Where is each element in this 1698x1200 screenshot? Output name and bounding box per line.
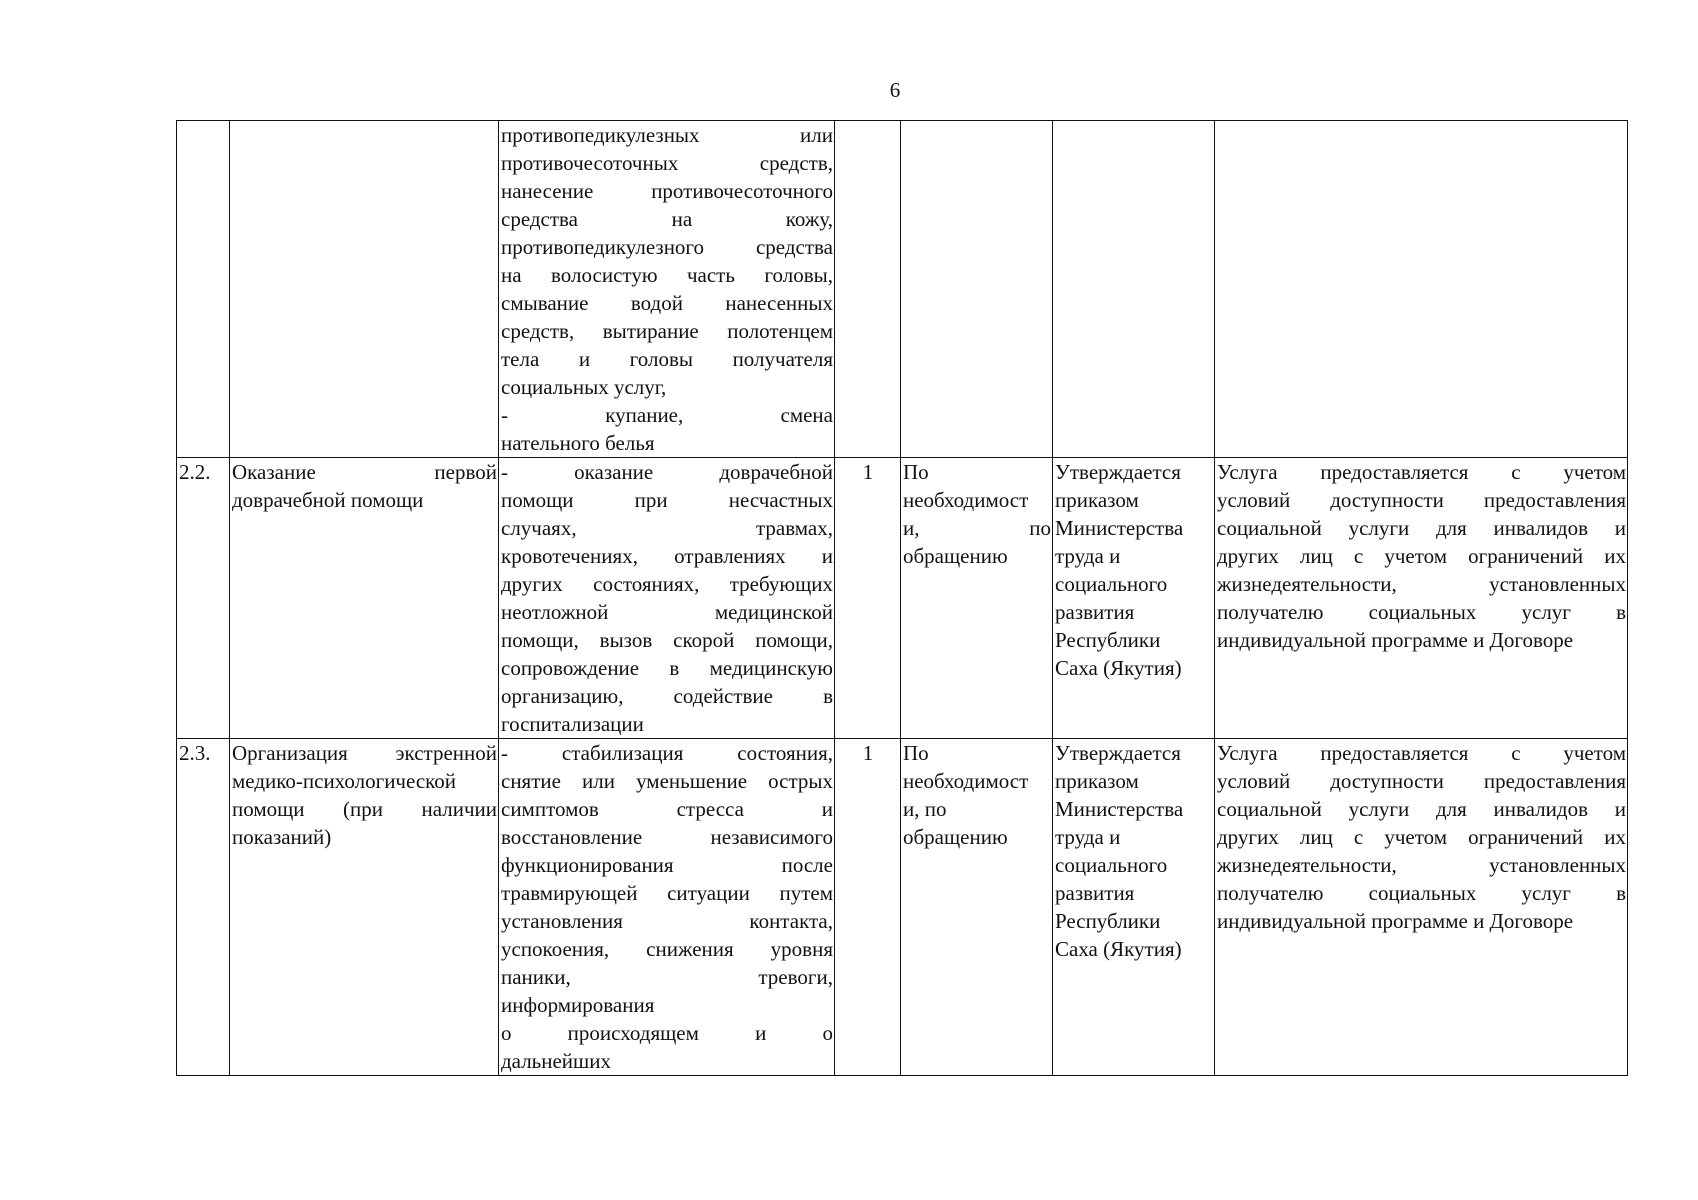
service-period: [901, 458, 1053, 739]
text-line: кровотечениях, отравлениях и: [501, 544, 833, 568]
text-line: развития: [1055, 600, 1135, 624]
text-line: Утверждается: [1055, 741, 1181, 765]
service-name: [230, 121, 499, 458]
text-line: Оказание первой: [232, 460, 497, 484]
text-line: других лиц с учетом ограничений их: [1217, 825, 1626, 849]
text-line: снятие или уменьшение острых: [501, 769, 833, 793]
table-row: [177, 739, 1628, 1076]
service-content: [499, 739, 835, 1076]
text-line: противочесоточных средств,: [501, 151, 833, 175]
text-line: труда и: [1055, 825, 1121, 849]
services-table: [176, 120, 1628, 1076]
text-line: жизнедеятельности, установленных: [1217, 572, 1626, 596]
service-conditions: [1215, 121, 1628, 458]
text-line: госпитализации: [501, 712, 644, 736]
text-line: других лиц с учетом ограничений их: [1217, 544, 1626, 568]
text-line: нательного белья: [501, 431, 655, 455]
text-line: установления контакта,: [501, 909, 833, 933]
service-conditions: [1215, 739, 1628, 1076]
text-line: Утверждается: [1055, 460, 1181, 484]
text-line: противопедикулезного средства: [501, 235, 833, 259]
text-line: восстановление независимого: [501, 825, 833, 849]
row-number: [177, 121, 230, 458]
text-line: функционирования после: [501, 853, 833, 877]
text-line: Услуга предоставляется с учетом: [1217, 460, 1626, 484]
text-line: социального: [1055, 572, 1168, 596]
row-number: 2.3.: [177, 739, 230, 1076]
service-price: [1053, 458, 1215, 739]
text-line: условий доступности предоставления: [1217, 488, 1626, 512]
service-price: [1053, 739, 1215, 1076]
text-line: Саха (Якутия): [1055, 937, 1182, 961]
text-line: организацию, содействие в: [501, 684, 833, 708]
text-line: нанесение противочесоточного: [501, 179, 833, 203]
text-line: смывание водой нанесенных: [501, 291, 833, 315]
text-line: развития: [1055, 881, 1135, 905]
service-content: [499, 458, 835, 739]
text-line: Организация экстренной: [232, 741, 497, 765]
row-number: 2.2.: [177, 458, 230, 739]
text-line: сопровождение в медицинскую: [501, 656, 833, 680]
text-line: Министерства: [1055, 797, 1184, 821]
text-line: на волосистую часть головы,: [501, 263, 833, 287]
text-line: необходимост: [903, 488, 1029, 512]
text-line: противопедикулезных или: [501, 123, 833, 147]
text-line: дальнейших: [501, 1049, 611, 1073]
text-line: социальной услуги для инвалидов и: [1217, 516, 1626, 540]
text-line: труда и: [1055, 544, 1121, 568]
text-line: неотложной медицинской: [501, 600, 833, 624]
text-line: успокоения, снижения уровня: [501, 937, 833, 961]
text-line: получателю социальных услуг в: [1217, 600, 1626, 624]
text-line: социальной услуги для инвалидов и: [1217, 797, 1626, 821]
text-line: помощи при несчастных: [501, 488, 833, 512]
text-line: жизнедеятельности, установленных: [1217, 853, 1626, 877]
table-row: [177, 458, 1628, 739]
text-line: Республики: [1055, 628, 1161, 652]
text-line: обращению: [903, 544, 1008, 568]
service-quantity: 1: [835, 739, 901, 1076]
service-name: [230, 458, 499, 739]
service-name: [230, 739, 499, 1076]
text-line: - стабилизация состояния,: [501, 741, 833, 765]
text-line: обращению: [903, 825, 1008, 849]
table-row: [177, 121, 1628, 458]
text-line: средств, вытирание полотенцем: [501, 319, 833, 343]
text-line: травмирующей ситуации путем: [501, 881, 833, 905]
text-line: показаний): [232, 825, 332, 849]
text-line: тела и головы получателя: [501, 347, 833, 371]
text-line: Республики: [1055, 909, 1161, 933]
text-line: и, по: [903, 797, 947, 821]
text-line: симптомов стресса и: [501, 797, 833, 821]
service-quantity: [835, 121, 901, 458]
text-line: приказом: [1055, 769, 1139, 793]
text-line: о происходящем и о: [501, 1021, 833, 1045]
text-line: доврачебной помощи: [232, 488, 424, 512]
text-line: и, по: [903, 516, 1051, 540]
service-content: [499, 121, 835, 458]
text-line: паники, тревоги,: [501, 965, 833, 989]
text-line: - оказание доврачебной: [501, 460, 833, 484]
text-line: средства на кожу,: [501, 207, 833, 231]
text-line: приказом: [1055, 488, 1139, 512]
text-line: - купание, смена: [501, 403, 833, 427]
text-line: информирования: [501, 993, 655, 1017]
service-conditions: [1215, 458, 1628, 739]
text-line: медико-психологической: [232, 769, 457, 793]
text-line: Услуга предоставляется с учетом: [1217, 741, 1626, 765]
text-line: индивидуальной программе и Договоре: [1217, 628, 1574, 652]
text-line: Саха (Якутия): [1055, 656, 1182, 680]
text-line: индивидуальной программе и Договоре: [1217, 909, 1574, 933]
service-price: [1053, 121, 1215, 458]
text-line: необходимост: [903, 769, 1029, 793]
text-line: получателю социальных услуг в: [1217, 881, 1626, 905]
service-period: [901, 739, 1053, 1076]
text-line: других состояниях, требующих: [501, 572, 833, 596]
text-line: помощи, вызов скорой помощи,: [501, 628, 833, 652]
text-line: условий доступности предоставления: [1217, 769, 1626, 793]
text-line: социального: [1055, 853, 1168, 877]
text-line: Министерства: [1055, 516, 1184, 540]
page-number: 6: [889, 78, 901, 102]
text-line: По: [903, 460, 929, 484]
text-line: По: [903, 741, 929, 765]
text-line: случаях, травмах,: [501, 516, 833, 540]
text-line: помощи (при наличии: [232, 797, 497, 821]
text-line: социальных услуг,: [501, 375, 667, 399]
service-period: [901, 121, 1053, 458]
service-quantity: 1: [835, 458, 901, 739]
